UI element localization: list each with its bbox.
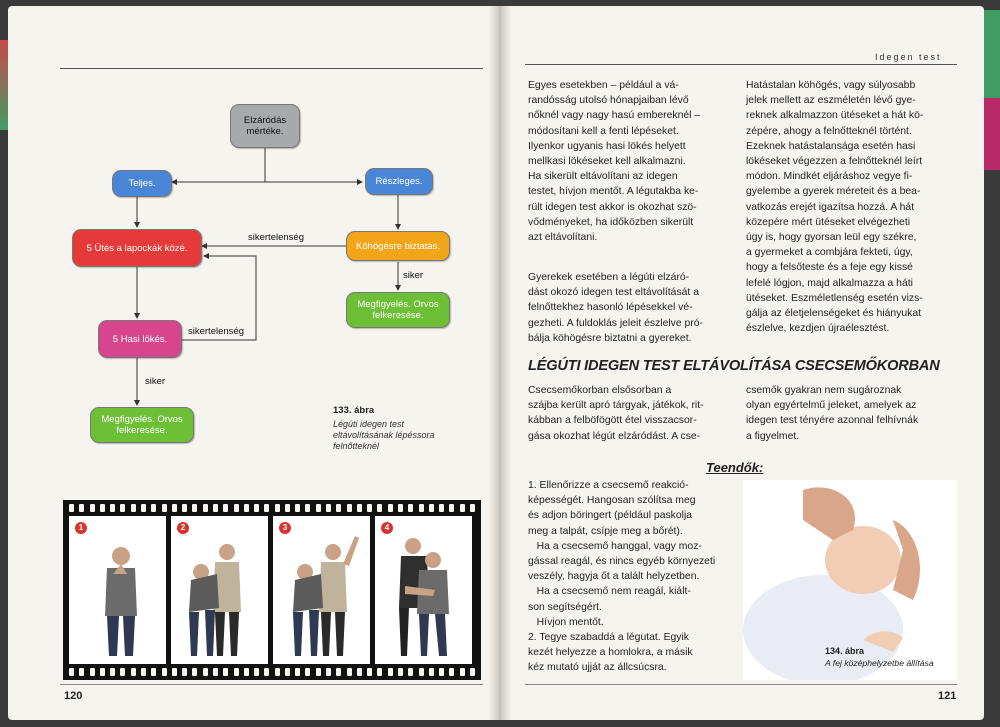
- flow-back-blows-box: 5 Ütés a lapockák közé.: [72, 229, 202, 267]
- flow-label-success-2: siker: [145, 376, 166, 387]
- figure-133-text: Légúti idegen test eltávolításának lépéssora felnőtteknél: [333, 419, 435, 451]
- film-frame-4: [375, 516, 472, 664]
- flow-label-success-1: siker: [403, 270, 424, 281]
- right-col2-paragraph: Hatástalan köhögés, vagy súlyosabb jelek mellett az eszméletén lévő gye- reknek alkalmazzon ütéseket a hát kö- zépére, ahogy a felnőtteknél történt. Ezeknek hatástalansága esetén hasi lökéseket végezzen a felnőtteknél leírt módon. Mindkét eljáráshoz vegye fi- gyelembe a gyerek méreteit és a bea- vatkozás erejét igazítsa hozzá. A hát közepére mért ütéseket elvégezheti úgy is, hogy gyorsan leül egy székre, a gyermeket a combjára fekteti, úgy, hogy a felsőteste és a feje egy kissé lefelé lógjon, majd alkalmazza a háti ütéseket. Eszméletlenség esetén vizs- gálja az életjelenségeket és hiányukat észlelve, kezdjen újraélesztést.: [746, 80, 924, 335]
- page-number-right: 121: [938, 690, 957, 702]
- figure-134-number: 134. ábra: [825, 646, 865, 656]
- figure-133-caption: [333, 405, 443, 452]
- left-footer-rule: [60, 684, 483, 685]
- page-number-left: 120: [64, 690, 83, 702]
- frame-number-3: 3: [279, 522, 291, 534]
- film-holes-bottom: [69, 668, 475, 676]
- flow-partial-box: Részleges.: [365, 168, 433, 195]
- frame-number-4: 4: [381, 522, 393, 534]
- right-col1-paragraph-2: Gyerekek esetében a légúti elzáró- dást okozó idegen test eltávolítását a felnőttekhez hasonló lépésekkel vé- gezheti. A fuldoklás jeleit észlelve pró- bálja köhögésre biztatni a gyereket.: [528, 272, 704, 344]
- right-footer-rule: [525, 684, 957, 685]
- film-holes-top: [69, 504, 475, 512]
- film-frame-1: [69, 516, 166, 664]
- film-frame-2: [171, 516, 268, 664]
- back-blow-strike-illustration: [273, 516, 370, 664]
- film-frame-3: [273, 516, 370, 664]
- flow-abdominal-box: 5 Hasi lökés.: [98, 320, 182, 358]
- figure-134-caption: [825, 645, 934, 669]
- flow-label-fail-1: sikertelenség: [248, 232, 304, 243]
- flow-full-box: Teljes.: [112, 170, 172, 197]
- section-title: LÉGÚTI IDEGEN TEST ELTÁVOLÍTÁSA CSECSEMŐKORBAN: [528, 358, 940, 374]
- film-strip: [63, 500, 481, 680]
- flow-cough-box: Köhögésre biztatás.: [346, 231, 450, 261]
- choking-person-illustration: [69, 516, 166, 664]
- todo-heading: Teendők:: [706, 460, 764, 475]
- flow-observe-box-1: Megfigyelés. Orvos felkeresése.: [346, 292, 450, 328]
- right-col1-paragraph-1: Egyes esetekben – például a vá- randósság utolsó hónapjaiban lévő nőknél vagy nagy hasú embereknél – módosítani kell a fenti lépéseket. Ilyenkor ugyanis hasi lökés helyett mellkasi lökéseket kell alkalmazni. Ha sikerült eltávolítani az idegen testet, hívjon mentőt. A légutakba ke- rült idegen test akkor is okozhat szö- vődményeket, ha időközben sikerült azt eltávolítani.: [528, 80, 701, 244]
- figure-133-number: 133. ábra: [333, 405, 375, 416]
- flow-start-box: Elzáródás mértéke.: [230, 104, 300, 148]
- running-head: Idegen test: [875, 52, 942, 62]
- infant-intro-col2: csemők gyakran nem sugároznak olyan egyértelmű jeleket, amelyek az idegen test tényére azonnal felhívnák a figyelmet.: [746, 385, 919, 442]
- infant-intro-col1: Csecsemőkorban elsősorban a szájba került apró tárgyak, játékok, rit- kábban a felböfögött étel visszacsor- gása okozhat légút elzáródást. A cse-: [528, 385, 704, 442]
- abdominal-thrust-illustration: [375, 516, 472, 664]
- flow-observe-box-2: Megfigyelés. Orvos felkeresése.: [90, 407, 194, 443]
- back-blows-illustration: [171, 516, 268, 664]
- flow-label-fail-2: sikertelenség: [188, 326, 244, 337]
- todo-steps: 1. Ellenőrizze a csecsemő reakció- képességét. Hangosan szólítsa meg és adjon böringert (például paskolja meg a talpát, csípje meg a bőrét). Ha a csecsemő hanggal, vagy moz- gással reagál, és nincs egyéb környezeti veszély, hagyja őt a talált helyzetben. Ha a csecsemő nem reagál, kiált- son segítségért. Hívjon mentőt. 2. Tegye szabaddá a légutat. Egyik kezét helyezze a homlokra, a másik kéz mutató ujját az állcsúcsra.: [528, 480, 716, 674]
- frame-number-1: 1: [75, 522, 87, 534]
- figure-134-text: A fej középhelyzetbe állítása: [825, 658, 934, 668]
- frame-number-2: 2: [177, 522, 189, 534]
